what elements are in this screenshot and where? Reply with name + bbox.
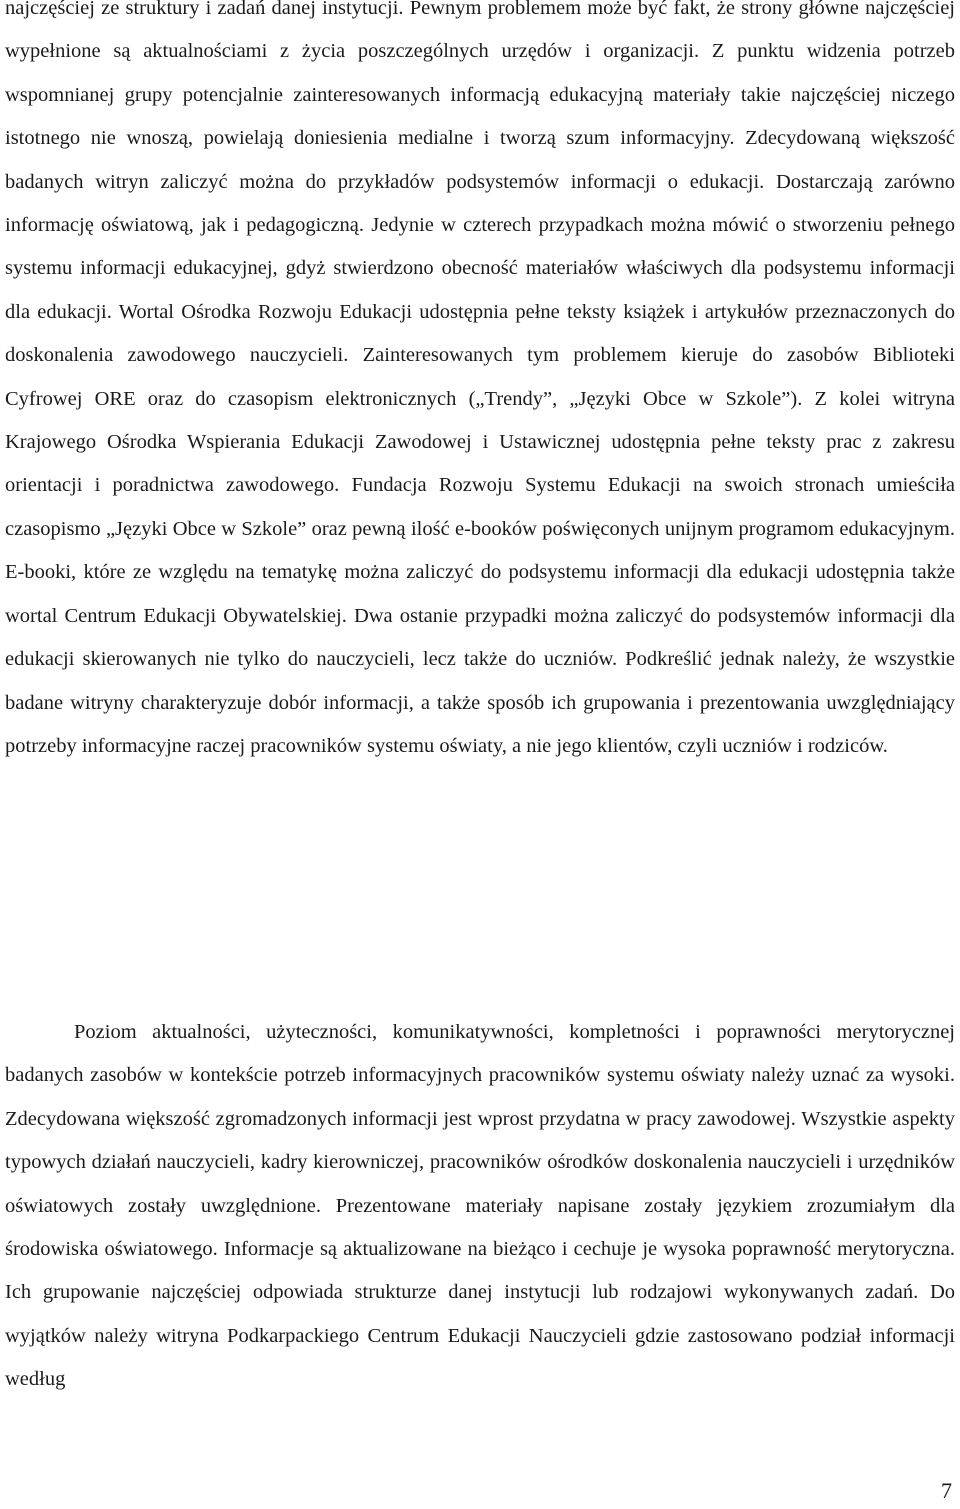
body-paragraph-2: Poziom aktualności, użyteczności, komunikatywności, kompletności i poprawności merytorycznej badanych zasobów w kontekście potrzeb informacyjnych pracowników systemu oświaty należy uznać za wysoki. Zdecydowana większość zgromadzonych informacji jest wprost przydatna w pracy zawodowej. Wszystkie aspekty typowych działań nauczycieli, kadry kierowniczej, pracowników ośrodków doskonalenia nauczycieli i urzędników oświatowych zostały uwzględnione. Prezentowane materiały napisane zostały językiem zrozumiałym dla środowiska oświatowego. Informacje są aktualizowane na bieżąco i cechuje je wysoka poprawność merytoryczna. Ich grupowanie najczęściej odpowiada strukturze danej instytucji lub rodzajowi wykonywanych zadań. Do wyjątków należy witryna Podkarpackiego Centrum Edukacji Nauczycieli gdzie zastosowano podział informacji według bbox=[5, 1021, 955, 1391]
page-number: 7 bbox=[941, 1478, 952, 1503]
body-paragraph-1: najczęściej ze struktury i zadań danej instytucji. Pewnym problemem może być fakt, że strony główne najczęściej wypełnione są aktualnościami z życia poszczególnych urzędów i organizacji. Z punktu widzenia potrzeb wspomnianej grupy potencjalnie zainteresowanych informacją edukacyjną materiały takie najczęściej niczego istotnego nie wnoszą, powielają doniesienia medialne i tworzą szum informacyjny. Zdecydowaną większość badanych witryn zaliczyć można do przykładów podsystemów informacji o edukacji. Dostarczają zarówno informację oświatową, jak i pedagogiczną. Jedynie w czterech przypadkach można mówić o stworzeniu pełnego systemu informacji edukacyjnej, gdyż stwierdzono obecność materiałów właściwych dla podsystemu informacji dla edukacji. Wortal Ośrodka Rozwoju Edukacji udostępnia pełne teksty książek i artykułów przeznaczonych do doskonalenia zawodowego nauczycieli. Zainteresowanych tym problemem kieruje do zasobów Biblioteki Cyfrowej ORE oraz do czasopism elektronicznych („Trendy”, „Języki Obce w Szkole”). Z kolei witryna Krajowego Ośrodka Wspierania Edukacji Zawodowej i Ustawicznej udostępnia pełne teksty prac z zakresu orientacji i poradnictwa zawodowego. Fundacja Rozwoju Systemu Edukacji na swoich stronach umieściła czasopismo „Języki Obce w Szkole” oraz pewną ilość e-booków poświęconych unijnym programom edukacyjnym. E-booki, które ze względu na tematykę można zaliczyć do podsystemu informacji dla edukacji udostępnia także wortal Centrum Edukacji Obywatelskiej. Dwa ostanie przypadki można zaliczyć do podsystemów informacji dla edukacji skierowanych nie tylko do nauczycieli, lecz także do uczniów. Podkreślić jednak należy, że wszystkie badane witryny charakteryzuje dobór informacji, a także sposób ich grupowania i prezentowania uwzględniający potrzeby informacyjne raczej pracowników systemu oświaty, a nie jego klientów, czyli uczniów i rodziców. bbox=[5, 0, 955, 757]
